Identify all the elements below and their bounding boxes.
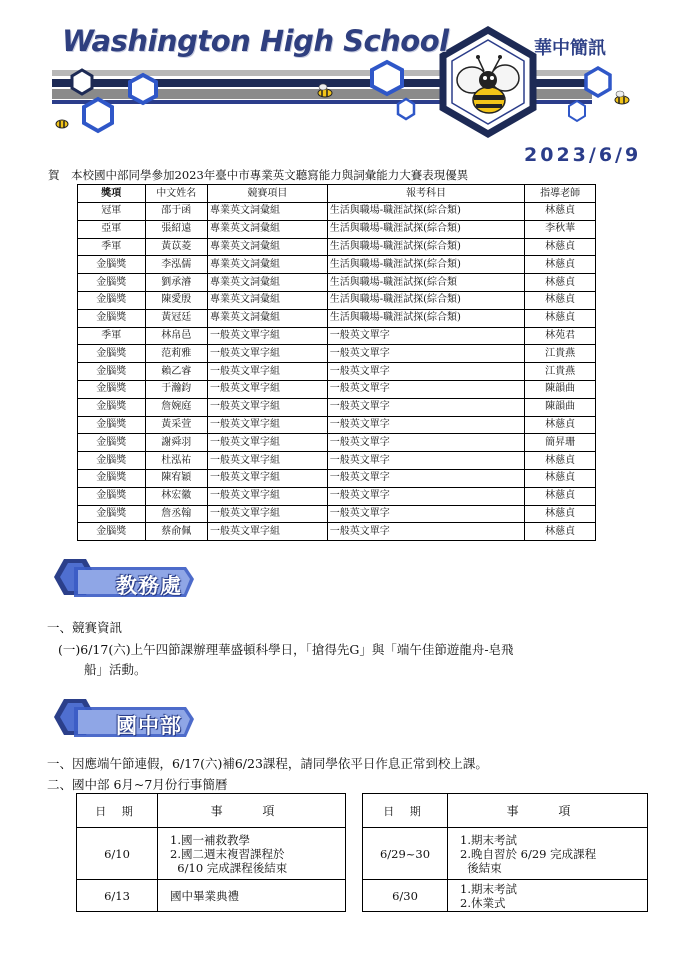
instructor-cell: 林苑君 [525, 327, 596, 345]
exam-subject-cell: 生活與職場-職涯試探(綜合類) [327, 309, 525, 327]
student-name-cell: 林帛邑 [145, 327, 207, 345]
schedule-item: 6/10 完成課程後結束 [170, 860, 288, 875]
student-name-cell: 賴乙睿 [145, 363, 207, 381]
table-row [78, 274, 596, 292]
small-bee-icon [615, 91, 629, 104]
competition-category-cell: 專業英文詞彙組 [208, 203, 328, 221]
competition-category-cell: 專業英文詞彙組 [208, 291, 328, 309]
schedule-row [77, 880, 346, 912]
exam-subject-cell: 一般英文單字 [327, 345, 525, 363]
schedule-table-left [76, 793, 346, 912]
award-rank-cell: 金腦獎 [78, 256, 146, 274]
competition-category-cell: 一般英文單字組 [208, 345, 328, 363]
table-row [78, 238, 596, 256]
student-name-cell: 陳宥穎 [145, 469, 207, 487]
instructor-cell: 林慈貞 [525, 256, 596, 274]
exam-subject-cell: 一般英文單字 [327, 469, 525, 487]
exam-subject-cell: 一般英文單字 [327, 505, 525, 523]
table-row [78, 345, 596, 363]
instructor-cell: 林慈貞 [525, 274, 596, 292]
newsletter-title: 華中簡訊 [534, 38, 606, 59]
schedule-date: 6/10 [77, 828, 158, 880]
competition-item-line2: 船」活動。 [84, 662, 147, 677]
table-row [78, 380, 596, 398]
schedule-item: 1.國一補救教學 [170, 832, 250, 847]
award-rank-cell: 金腦獎 [78, 380, 146, 398]
hexagon-decoration [569, 101, 585, 121]
table-row [78, 309, 596, 327]
award-rank-cell: 金腦獎 [78, 434, 146, 452]
exam-subject-cell: 一般英文單字 [327, 363, 525, 381]
student-name-cell: 李泓儒 [145, 256, 207, 274]
schedule-header-row [363, 794, 648, 828]
header-graphics [0, 0, 688, 140]
schedule-items [448, 880, 648, 912]
exam-subject-cell: 一般英文單字 [327, 452, 525, 470]
table-row [78, 256, 596, 274]
exam-subject-cell: 生活與職場-職涯試探(綜合類) [327, 238, 525, 256]
schedule-date-header [77, 794, 158, 828]
competition-category-cell: 一般英文單字組 [208, 452, 328, 470]
competition-category-cell: 一般英文單字組 [208, 327, 328, 345]
hexagon-decoration [72, 70, 92, 94]
issue-date: 2023/6/9 [524, 144, 642, 166]
schedule-item: 1.期末考試 [460, 832, 517, 847]
schedule-item: 後結束 [460, 860, 502, 875]
schedule-row [363, 880, 648, 912]
junior-high-label: 國中部 [116, 714, 182, 738]
exam-subject-cell: 一般英文單字 [327, 380, 525, 398]
exam-subject-cell: 一般英文單字 [327, 398, 525, 416]
competition-item-line1: (一)6/17(六)上午四節課辦理華盛頓科學日，「搶得先G」與「端午佳節遊龍舟-皂飛 [58, 642, 514, 657]
newsletter-header [0, 0, 688, 140]
student-name-cell: 于瀚鈞 [145, 380, 207, 398]
competition-category-cell: 一般英文單字組 [208, 398, 328, 416]
exam-subject-cell: 一般英文單字 [327, 523, 525, 541]
competition-category-cell: 專業英文詞彙組 [208, 220, 328, 238]
school-name: Washington High School [62, 24, 449, 58]
award-rank-cell: 金腦獎 [78, 487, 146, 505]
column-header: 競賽項目 [208, 185, 328, 203]
competition-category-cell: 一般英文單字組 [208, 416, 328, 434]
student-name-cell: 謝舜羽 [145, 434, 207, 452]
competition-category-cell: 一般英文單字組 [208, 363, 328, 381]
instructor-cell: 陳韻曲 [525, 398, 596, 416]
student-name-cell: 黃采萱 [145, 416, 207, 434]
column-header: 中文姓名 [145, 185, 207, 203]
competition-category-cell: 一般英文單字組 [208, 505, 328, 523]
hexagon-decoration [130, 75, 156, 103]
instructor-cell: 江貴燕 [525, 345, 596, 363]
column-header: 報考科目 [327, 185, 525, 203]
competition-category-cell: 一般英文單字組 [208, 469, 328, 487]
student-name-cell: 范莉雅 [145, 345, 207, 363]
small-bee-icon [56, 120, 68, 128]
instructor-cell: 林慈貞 [525, 469, 596, 487]
schedule-row [363, 828, 648, 880]
schedule-item: 國中畢業典禮 [170, 888, 239, 903]
schedule-row [77, 828, 346, 880]
exam-subject-cell: 一般英文單字 [327, 416, 525, 434]
schedule-item-header [158, 794, 346, 828]
exam-subject-cell: 生活與職場-職涯試探(綜合類) [327, 220, 525, 238]
date-header-label: 日 期 [95, 804, 139, 818]
table-row [78, 327, 596, 345]
instructor-cell: 林慈貞 [525, 416, 596, 434]
schedule-item: 2.國二週末複習課程於 [170, 846, 285, 861]
student-name-cell: 詹婉庭 [145, 398, 207, 416]
table-row [78, 487, 596, 505]
table-row [78, 434, 596, 452]
schedule-table-right [362, 793, 648, 912]
hexagon-decoration [372, 62, 402, 94]
student-name-cell: 劉承濬 [145, 274, 207, 292]
competition-category-cell: 專業英文詞彙組 [208, 256, 328, 274]
instructor-cell: 林慈貞 [525, 291, 596, 309]
instructor-cell: 簡昇珊 [525, 434, 596, 452]
instructor-cell: 林慈貞 [525, 487, 596, 505]
table-row [78, 523, 596, 541]
exam-subject-cell: 生活與職場-職涯試探(綜合類) [327, 291, 525, 309]
instructor-cell: 林慈貞 [525, 505, 596, 523]
competition-category-cell: 一般英文單字組 [208, 487, 328, 505]
instructor-cell: 林慈貞 [525, 238, 596, 256]
student-name-cell: 杜泓祐 [145, 452, 207, 470]
schedule-item: 1.期末考試 [460, 881, 517, 896]
competition-category-cell: 專業英文詞彙組 [208, 309, 328, 327]
award-rank-cell: 金腦獎 [78, 363, 146, 381]
table-row [78, 505, 596, 523]
award-rank-cell: 金腦獎 [78, 345, 146, 363]
award-rank-cell: 亞軍 [78, 220, 146, 238]
notice-item-1: 一、因應端午節連假，6/17(六)補6/23課程，請同學依平日作息正常到校上課。 [47, 756, 488, 771]
schedule-date: 6/13 [77, 880, 158, 912]
award-table-header [78, 185, 596, 203]
student-name-cell: 邵于函 [145, 203, 207, 221]
instructor-cell: 林慈貞 [525, 523, 596, 541]
award-rank-cell: 金腦獎 [78, 452, 146, 470]
award-rank-cell: 金腦獎 [78, 398, 146, 416]
schedule-date: 6/30 [363, 880, 448, 912]
instructor-cell: 江貴燕 [525, 363, 596, 381]
award-rank-cell: 金腦獎 [78, 505, 146, 523]
competition-category-cell: 專業英文詞彙組 [208, 274, 328, 292]
exam-subject-cell: 生活與職場-職涯試探(綜合類) [327, 256, 525, 274]
table-row [78, 416, 596, 434]
award-rank-cell: 季軍 [78, 327, 146, 345]
schedule-date-header [363, 794, 448, 828]
student-name-cell: 蔡俞佩 [145, 523, 207, 541]
item-header-label: 事 項 [210, 804, 293, 818]
student-name-cell: 詹丞翰 [145, 505, 207, 523]
exam-subject-cell: 生活與職場-職涯試探(綜合類 [327, 274, 525, 292]
schedule-items [448, 828, 648, 880]
academic-office-label: 教務處 [116, 574, 182, 598]
competition-category-cell: 一般英文單字組 [208, 434, 328, 452]
hexagon-decoration [398, 99, 414, 119]
notice-item-2: 二、國中部 6月~7月份行事簡曆 [47, 777, 228, 792]
instructor-cell: 陳韻曲 [525, 380, 596, 398]
table-row [78, 469, 596, 487]
award-rank-cell: 金腦獎 [78, 291, 146, 309]
date-header-label: 日 期 [383, 804, 427, 818]
hexagon-decoration [586, 68, 610, 96]
student-name-cell: 張紹遠 [145, 220, 207, 238]
instructor-cell: 林慈貞 [525, 452, 596, 470]
schedule-items [158, 880, 346, 912]
award-rank-cell: 冠軍 [78, 203, 146, 221]
exam-subject-cell: 生活與職場-職涯試探(綜合類) [327, 203, 525, 221]
schedule-item: 2.休業式 [460, 895, 506, 910]
column-header: 獎項 [78, 185, 146, 203]
award-rank-cell: 金腦獎 [78, 309, 146, 327]
instructor-cell: 林慈貞 [525, 309, 596, 327]
award-rank-cell: 金腦獎 [78, 416, 146, 434]
schedule-item-header [448, 794, 648, 828]
competition-category-cell: 專業英文詞彙組 [208, 238, 328, 256]
award-heading: 賀 本校國中部同學參加2023年臺中市專業英文聽寫能力與詞彙能力大賽表現優異 [48, 168, 469, 182]
award-table-body [78, 203, 596, 541]
award-rank-cell: 金腦獎 [78, 523, 146, 541]
table-row [78, 291, 596, 309]
table-row [78, 452, 596, 470]
item-header-label: 事 項 [506, 804, 589, 818]
table-row [78, 398, 596, 416]
instructor-cell: 李秋華 [525, 220, 596, 238]
student-name-cell: 黃冠廷 [145, 309, 207, 327]
exam-subject-cell: 一般英文單字 [327, 434, 525, 452]
competition-category-cell: 一般英文單字組 [208, 380, 328, 398]
schedule-item: 2.晚自習於 6/29 完成課程 [460, 846, 597, 861]
competition-category-cell: 一般英文單字組 [208, 523, 328, 541]
award-rank-cell: 金腦獎 [78, 469, 146, 487]
student-name-cell: 陳愛殷 [145, 291, 207, 309]
column-header: 指導老師 [525, 185, 596, 203]
award-rank-cell: 季軍 [78, 238, 146, 256]
schedule-items [158, 828, 346, 880]
student-name-cell: 黃苡菱 [145, 238, 207, 256]
student-name-cell: 林宏徽 [145, 487, 207, 505]
exam-subject-cell: 一般英文單字 [327, 327, 525, 345]
exam-subject-cell: 一般英文單字 [327, 487, 525, 505]
instructor-cell: 林慈貞 [525, 203, 596, 221]
award-table [77, 184, 596, 541]
schedule-header-row [77, 794, 346, 828]
table-row [78, 220, 596, 238]
award-rank-cell: 金腦獎 [78, 274, 146, 292]
table-row [78, 363, 596, 381]
section-title: 一、競賽資訊 [47, 620, 123, 635]
hexagon-decoration [84, 99, 112, 131]
table-row [78, 203, 596, 221]
schedule-date: 6/29~30 [363, 828, 448, 880]
